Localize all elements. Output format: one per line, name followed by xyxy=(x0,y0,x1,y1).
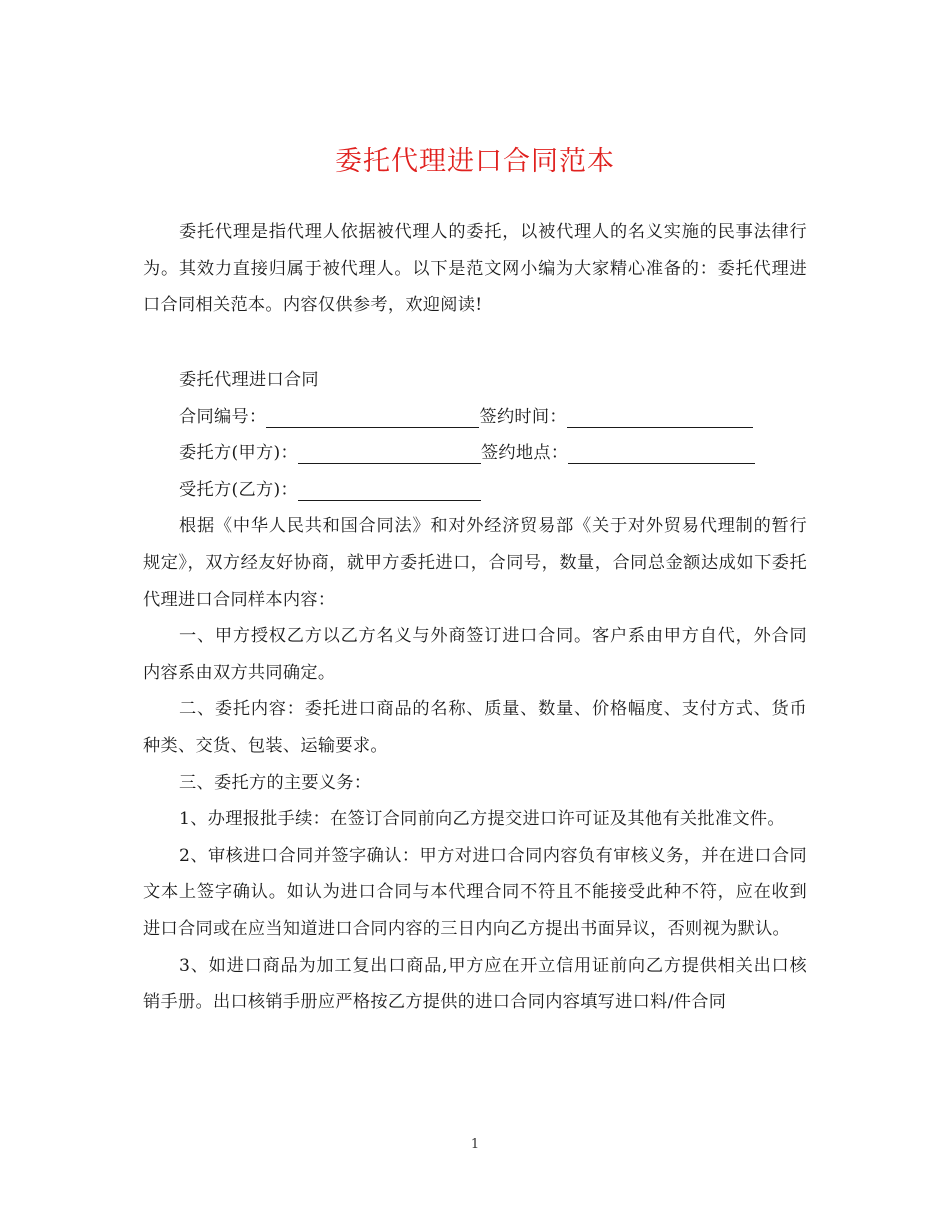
paragraph: 1、办理报批手续：在签订合同前向乙方提交进口许可证及其他有关批准文件。 xyxy=(179,809,785,830)
paragraph: 根据《中华人民共和国合同法》和对外经济贸易部《关于对外贸易代理制的暂行规定》，双方经友好协商，就甲方委托进口，合同号，数量，合同总金额达成如下委托代理进口合同样本内容： xyxy=(143,516,807,610)
party-a-row xyxy=(143,435,807,472)
party-b-blank xyxy=(298,476,481,501)
party-a-blank xyxy=(298,439,481,464)
contract-number-label: 合同编号： xyxy=(179,406,267,427)
paragraph: 三、委托方的主要义务： xyxy=(179,772,372,793)
contract-heading: 委托代理进口合同 xyxy=(179,370,319,390)
party-b-row xyxy=(143,472,807,509)
sign-time-label: 签约时间： xyxy=(479,406,567,427)
sign-place-label: 签约地点： xyxy=(480,443,569,464)
paragraph: 一、甲方授权乙方以乙方名义与外商签订进口合同。客户系由甲方自代，外合同内容系由双方共同确定。 xyxy=(143,626,807,683)
page-number: 1 xyxy=(470,1137,480,1152)
sign-time-blank xyxy=(567,403,753,428)
paragraph: 2、审核进口合同并签字确认：甲方对进口合同内容负有审核义务，并在进口合同文本上签字确认。如认为进口合同与本代理合同不符且不能接受此种不符，应在收到进口合同或在应当知道进口合同内容的三日内向乙方提出书面异议，否则视为默认。 xyxy=(143,845,807,939)
contract-body xyxy=(143,362,807,1021)
paragraph: 二、委托内容：委托进口商品的名称、质量、数量、价格幅度、支付方式、货币种类、交货、包装、运输要求。 xyxy=(143,699,807,756)
contract-number-blank xyxy=(266,403,479,428)
party-a-label: 委托方(甲方)： xyxy=(179,443,298,464)
party-b-label: 受托方(乙方)： xyxy=(179,479,298,500)
paragraph: 3、如进口商品为加工复出口商品,甲方应在开立信用证前向乙方提供相关出口核销手册。出口核销手册应严格按乙方提供的进口合同内容填写进口料/件合同 xyxy=(143,955,807,1013)
intro-paragraph: 委托代理是指代理人依据被代理人的委托，以被代理人的名义实施的民事法律行为。其效力直接归属于被代理人。以下是范文网小编为大家精心准备的：委托代理进口合同相关范本。内容仅供参考，欢迎阅读! xyxy=(143,222,807,316)
contract-number-row xyxy=(143,399,807,436)
document-title: 委托代理进口合同范本 xyxy=(335,146,615,177)
sign-place-blank xyxy=(568,439,755,464)
